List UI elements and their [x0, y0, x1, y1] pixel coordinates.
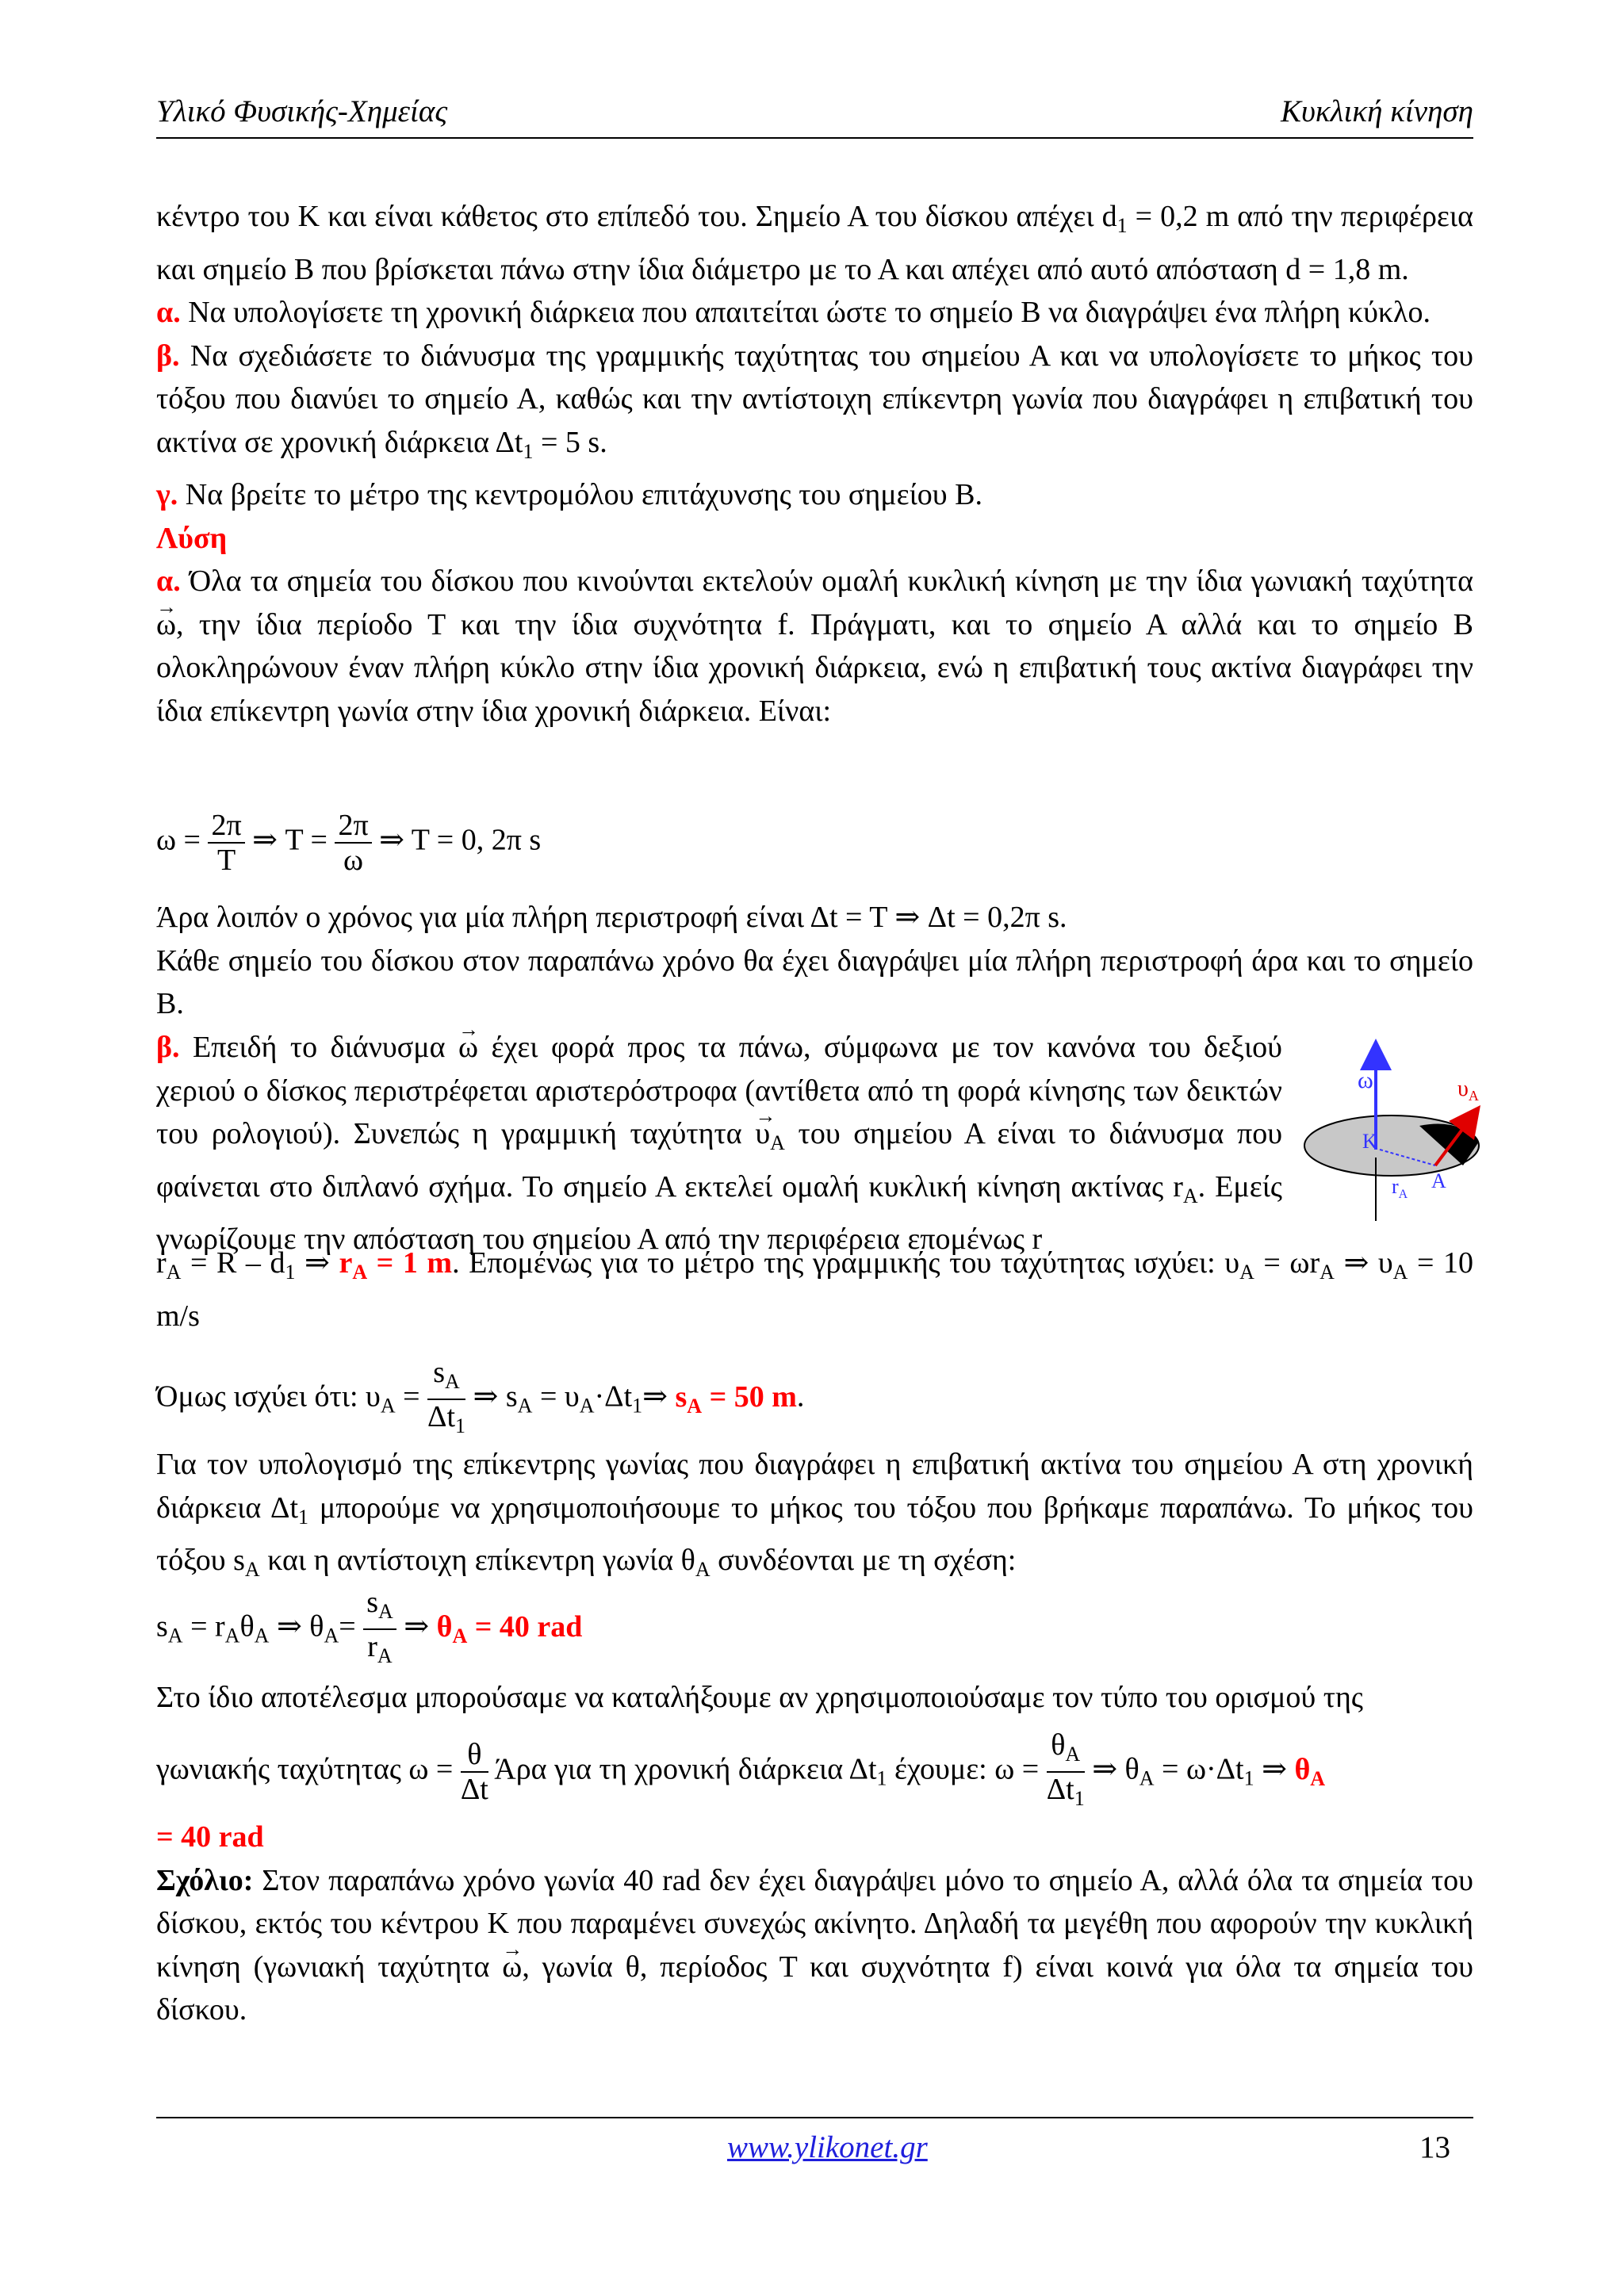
solution-b-part1: β. Επειδή το διάνυσμα → ω έχει φορά προς τα πάνω, σύμφωνα με τον κανόνα του δεξιού χεριού ο δίσκος περιστρέφεται αριστερόστροφα (αντίθετα από τη φορά κίνησης των δεικτών του ρολογιού). Συνεπώς η γραμμική $\tau\alpha\chi ύ\tau\eta\tau\alpha \to \upsilon_A$ του σημείου Α είναι το διάνυσμα που φαίνεται στο διπλανό σχήμα. Το σημείο Α εκτελεί ομαλή κυκλική κίνηση ακτίνας $r_A$. Εμείς γνωρίζουμε την απόσταση του σημείου Α από την περιφέρεια επομένως r: [156, 1026, 1282, 1261]
solution-a-cont: Άρα λοιπόν ο χρόνος για μία πλήρη περιστροφή είναι Δt = T ⇒ Δt = 0,2π s. Κάθε σημείο του δίσκου στον παραπάνω χρόνο θα έχει διαγράψει μία πλήρη περιστροφή άρα και το σημείο Β.: [156, 901, 1473, 1020]
equation-omega-def: γωνιακής ταχύτητας ω = $\frac{\theta}{\Delta t}$ Άρα για τη χρονική διάρκεια $\Delta t_1$ έχουμε: ω = $\frac{\theta_A}{\Delta t_1}$ ⇒ $\theta_A = \omega\cdot\Delta t_1$ ⇒ $\theta_A$: [156, 1728, 1326, 1810]
comment-block: = 40 rad Σχόλιο: Στον παραπάνω χρόνο γωνία 40 rad δεν έχει διαγράψει μόνο το σημείο Α, αλλά όλα τα σημεία του δίσκου, εκτός του κέντρου Κ που παραμένει συνεχώς ακίνητο. Δηλαδή τα μεγέθη που αφορούν την κυκλική κίνηση (γωνιακή ταχύτητα → ω, γωνία θ, περίοδος Τ και συχνότητα f) είναι κοινά για όλα τα σημεία του δίσκου.: [156, 1816, 1473, 2032]
point-A-label: A: [1431, 1169, 1446, 1192]
radius-label: $r_A$: [1392, 1175, 1408, 1201]
disc-figure: [1300, 1039, 1483, 1221]
omega-label: ω: [1358, 1067, 1373, 1093]
velocity-label: $\upsilon_A$: [1457, 1077, 1479, 1104]
question-a: α. Να υπολογίσετε τη χρονική διάρκεια που απαιτείται ώστε το σημείο Β να διαγράψει ένα πλήρη κύκλο.: [156, 296, 1431, 329]
header-right: Κυκλική κίνηση: [1281, 94, 1473, 128]
solution-b-part3: Για τον υπολογισμό της επίκεντρης γωνίας που διαγράφει η επιβατική ακτίνα του σημείου Α στη χρονική διάρκεια $\Delta t_1$ μπορούμε να χρησιμοποιήσουμε το μήκος του τόξου που βρήκαμε παραπάνω. Το μήκος του τόξου $s_A$ και η αντίστοιχη επίκεντρη γωνία $\theta_A$ συνδέονται με τη σχέση:: [156, 1448, 1473, 1581]
equation-period: ω = $\frac{2\pi}{T}$ ⇒ T = $\frac{2\pi}{\omega}$ ⇒ T = 0, 2π s: [156, 809, 542, 877]
equation-arc: Όμως ισχύει ότι: $\upsilon_A$ = $\frac{s_A}{\Delta t_1}$ ⇒ $s_A$ = $\upsilon_A\cdot\Delta t_1\Rightarrow$ $s_A = 50$ m.: [156, 1356, 805, 1437]
center-label: K: [1362, 1130, 1377, 1153]
solution-b-part2: $r_A = R - d_1$ ⇒ $r_A = 1$ m. Επομένως για το μέτρο της γραμμικής του ταχύτητας ισχύει: $\upsilon_A = \omega r_A$ ⇒ $\upsilon_A = 10$ m/s: [156, 1246, 1474, 1333]
solution-a: α. Όλα τα σημεία του δίσκου που κινούνται εκτελούν ομαλή κυκλική κίνηση με την ίδια γωνιακή ταχύτητα → ω, την ίδια περίοδο Τ και την ίδια συχνότητα f. Πράγματι, και το σημείο Α αλλά και το σημείο Β ολοκληρώνουν έναν πλήρη κύκλο στην ίδια χρονική διάρκεια, ενώ η επιβατική τους ακτίνα διαγράφει την ίδια επίκεντρη γωνία στην ίδια χρονική διάρκεια. Είναι:: [156, 560, 1473, 733]
footer-link[interactable]: www.ylikonet.gr: [727, 2130, 928, 2164]
footer-rule: [156, 2117, 1473, 2118]
solution-title: Λύση: [156, 521, 228, 555]
question-g: γ. Να βρείτε το μέτρο της κεντρομόλου επιτάχυνσης του σημείου Β.: [156, 478, 982, 511]
intro-paragraph: κέντρο του Κ και είναι κάθετος στο επίπεδό του. Σημείο Α του δίσκου απέχει $d_1 = 0,2$ m από την περιφέρεια και σημείο Β που βρίσκεται πάνω στην ίδια διάμετρο με το Α και απέχει από αυτό απόσταση d = 1,8 m. α. Να υπολογίσετε τη χρονική διάρκεια που απαιτείται ώστε το σημείο Β να διαγράψει ένα πλήρη κύκλο. β. Να σχεδιάσετε το διάνυσμα της γραμμικής ταχύτητας του σημείου Α και να υπολογίσετε το μήκος του τόξου που διανύει το σημείο Α, καθώς και την αντίστοιχη επίκεντρη γωνία που διαγράφει η επιβατική του ακτίνα σε χρονική διάρκεια $\Delta t_1 = 5$ s. γ. Να βρείτε το μέτρο της κεντρομόλου επιτάχυνσης του σημείου Β. Λύση α. Όλα τα σημεία του δίσκου που κινούνται εκτελούν ομαλή κυκλική κίνηση με την ίδια γωνιακή ταχύτητα → ω, την ίδια περίοδο Τ και την ίδια συχνότητα f. Πράγματι, και το σημείο Α αλλά και το σημείο Β ολοκληρώνουν έναν πλήρη κύκλο στην ίδια χρονική διάρκεια, ενώ η επιβατική τους ακτίνα διαγράφει την ίδια επίκεντρη γωνία στην ίδια χρονική διάρκεια. Είναι:: [156, 195, 1473, 733]
question-b: β. Να σχεδιάσετε το διάνυσμα της γραμμικής ταχύτητας του σημείου Α και να υπολογίσετε το μήκος του τόξου που διανύει το σημείο Α, καθώς και την αντίστοιχη επίκεντρη γωνία που διαγράφει η επιβατική του ακτίνα σε χρονική διάρκεια $\Delta t_1 = 5$ s.: [156, 339, 1473, 463]
header-left: Υλικό Φυσικής-Χημείας: [156, 94, 448, 128]
equation-angle: $s_A = r_A\theta_A$ ⇒ $\theta_A=$ $\frac{s_A}{r_A}$ ⇒ $\theta_A = 40$ rad: [156, 1586, 583, 1667]
page-number: 13: [1419, 2130, 1450, 2164]
solution-b-part4: Στο ίδιο αποτέλεσμα μπορούσαμε να καταλήξουμε αν χρησιμοποιούσαμε τον τύπο του ορισμού της: [156, 1681, 1363, 1714]
header-rule: [156, 137, 1473, 139]
